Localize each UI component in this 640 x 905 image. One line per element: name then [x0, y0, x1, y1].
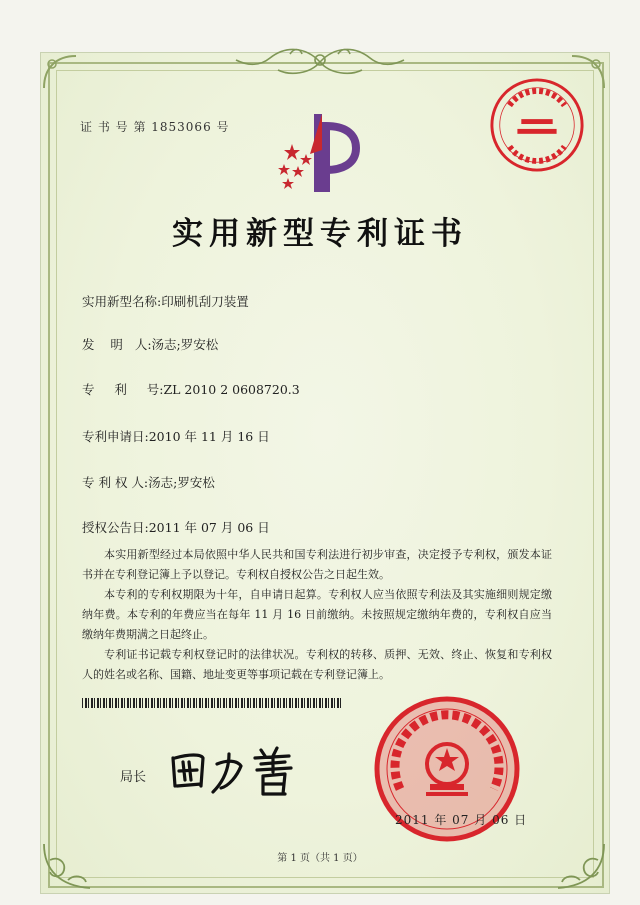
inventor-label: 发 明 人: — [82, 337, 152, 352]
inventor-value: 汤志;罗安松 — [151, 337, 219, 352]
certificate-title: 实用新型专利证书 — [172, 216, 468, 252]
top-ornament-icon — [230, 44, 410, 80]
patent-number-label: 专 利 号: — [82, 382, 164, 397]
corner-ornament-top-left-icon — [40, 52, 80, 92]
corner-ornament-bottom-right-icon — [538, 840, 608, 892]
utility-model-name-value: 印刷机刮刀装置 — [161, 294, 249, 309]
announcement-date-value: 2011 年 07 月 06 日 — [148, 520, 270, 535]
utility-model-name-row — [82, 292, 249, 310]
utility-model-name-label: 实用新型名称: — [82, 294, 162, 309]
page-footer: 第 1 页（共 1 页） — [277, 853, 363, 864]
seal-date: 2011 年 07 月 06 日 — [395, 813, 528, 827]
commissioner-label: 局长 — [120, 770, 147, 785]
barcode — [82, 698, 342, 708]
commissioner-signature-icon — [165, 740, 305, 800]
body-paragraph-term: 本专利的专利权期限为十年，自申请日起算。专利权人应当依照专利法及其实施细则规定缴纳年费。本专利的年费应当在每年 11 月 16 日前缴纳。未按照规定缴纳年费的，专利权自应当缴纳年费期满之日起终止。 — [82, 588, 552, 641]
announcement-date-row — [82, 518, 270, 536]
patentee-value: 汤志;罗安松 — [148, 475, 215, 490]
certificate-body — [82, 545, 552, 685]
filing-date-value: 2010 年 11 月 16 日 — [148, 429, 270, 444]
body-paragraph-grant: 本实用新型经过本局依照中华人民共和国专利法进行初步审查，决定授予专利权，颁发本证书并在专利登记簿上予以登记。专利权自授权公告之日起生效。 — [82, 548, 552, 581]
filing-date-label: 专利申请日: — [82, 429, 149, 444]
patent-number-value: ZL 2010 2 0608720.3 — [163, 382, 300, 397]
patent-office-logo-icon — [270, 106, 370, 196]
body-paragraph-status: 专利证书记载专利权登记时的法律状况。专利权的转移、质押、无效、终止、恢复和专利权人的姓名或名称、国籍、地址变更等事项记载在专利登记簿上。 — [82, 648, 552, 681]
corner-ornament-bottom-left-icon — [40, 840, 110, 892]
certificate-number: 证 书 号 第 1853066 号 — [80, 120, 230, 134]
patentee-label: 专 利 权 人: — [82, 475, 149, 490]
inventor-row — [82, 335, 218, 353]
patentee-row — [82, 473, 215, 491]
patent-number-row — [82, 380, 300, 398]
announcement-date-label: 授权公告日: — [82, 520, 149, 535]
filing-date-row — [82, 427, 270, 445]
agency-seal-icon — [488, 76, 586, 174]
